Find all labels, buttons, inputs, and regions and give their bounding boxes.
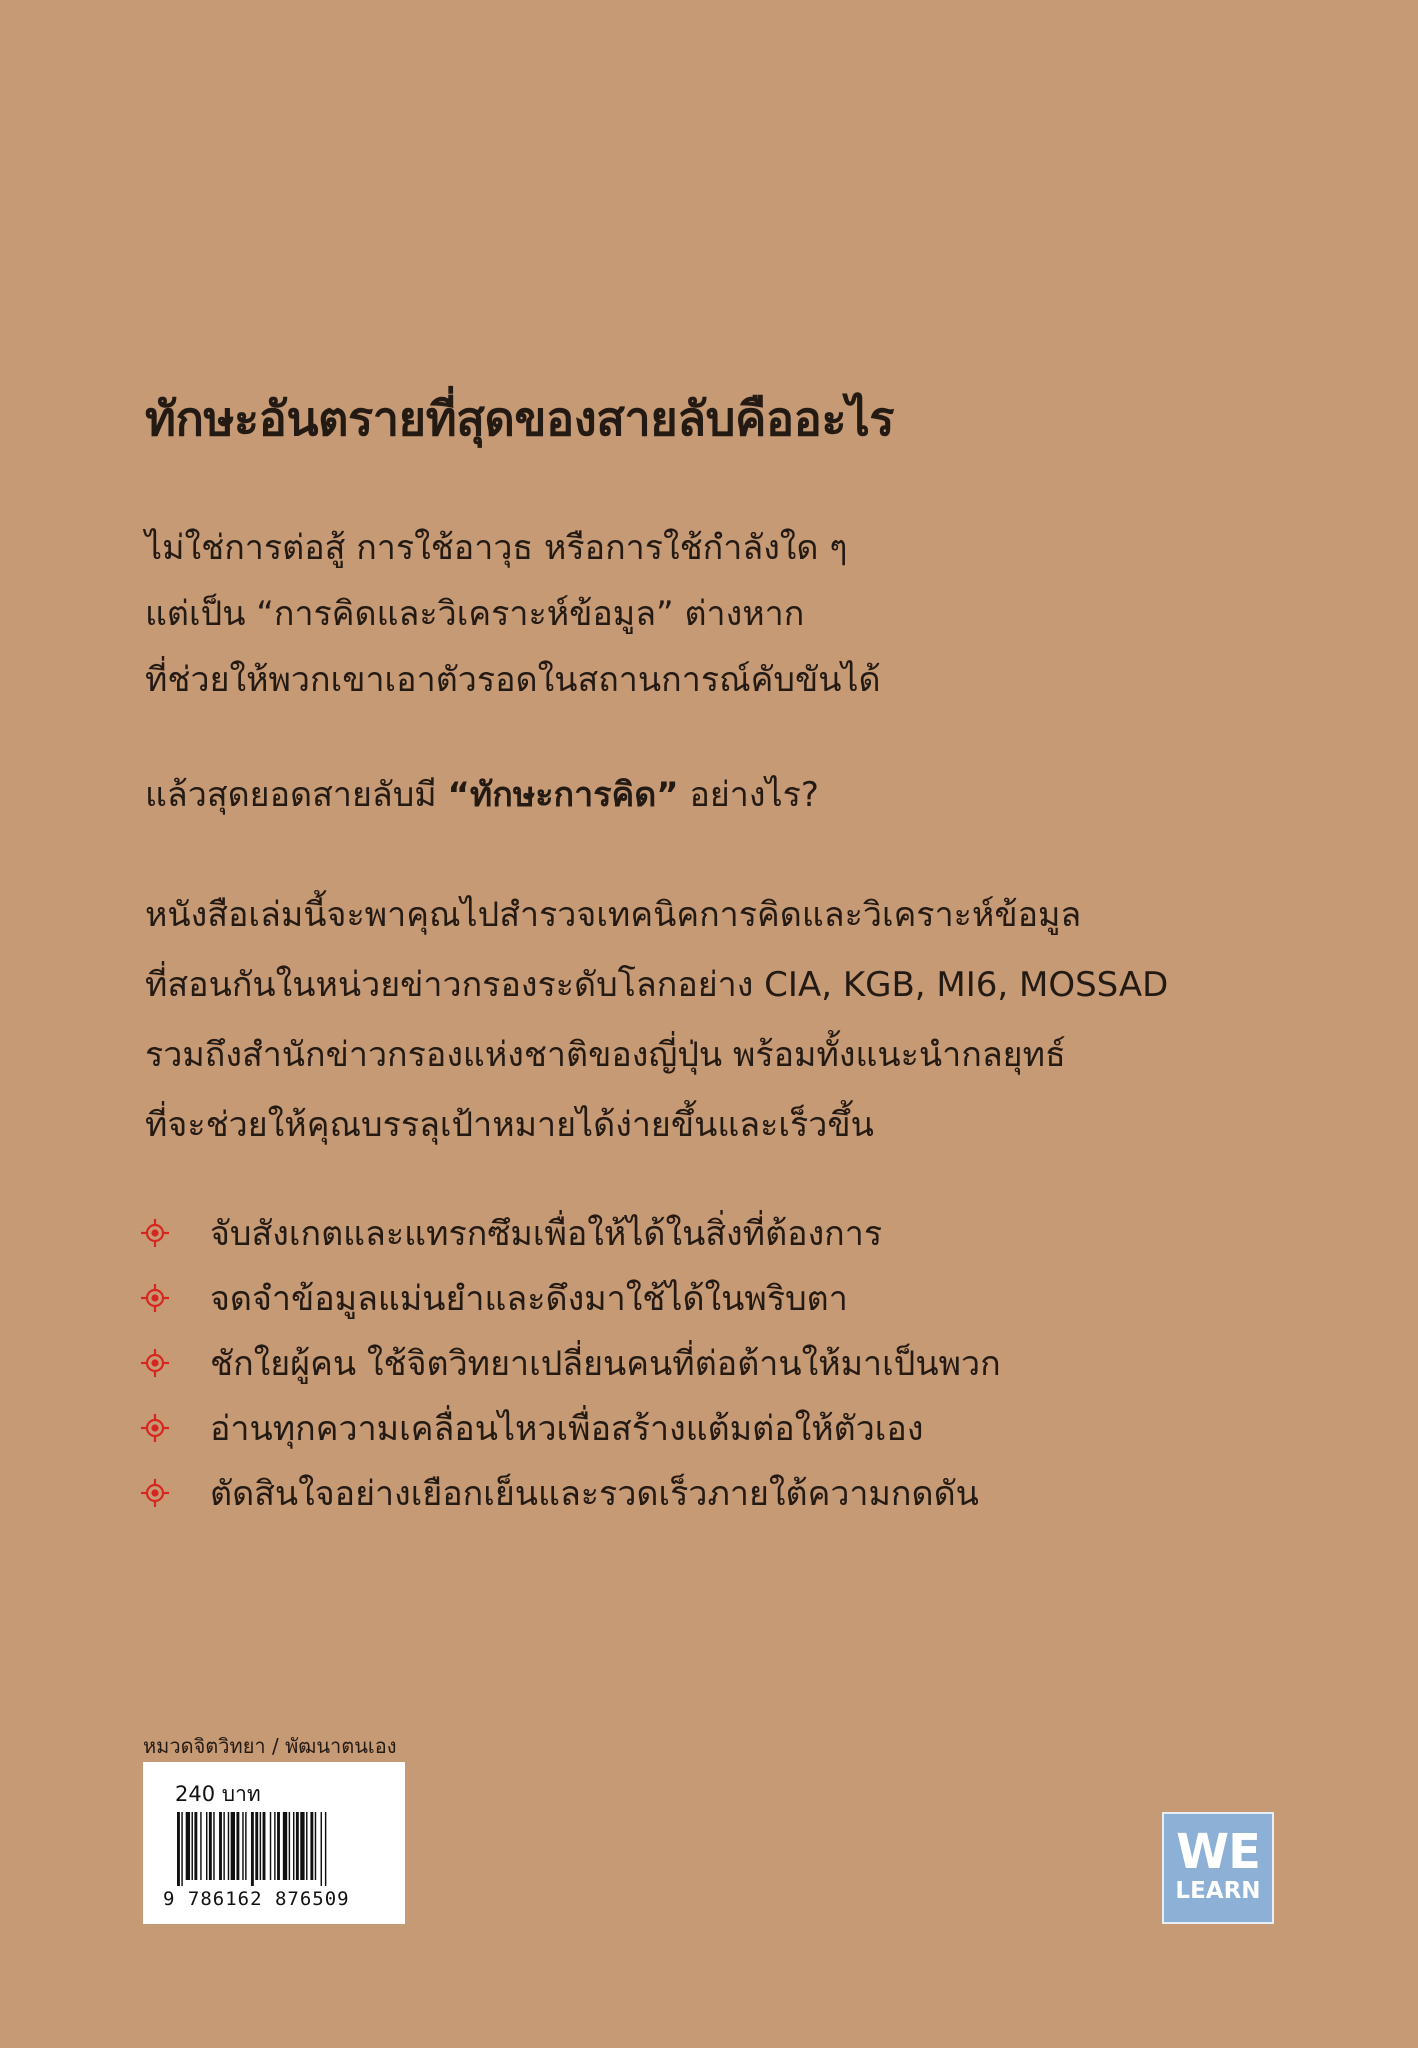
barcode-bar — [213, 1812, 214, 1880]
intro-line: แต่เป็น “การคิดและวิเคราะห์ข้อมูล” ต่างหาก — [145, 594, 805, 634]
barcode-bar — [277, 1812, 280, 1880]
description-paragraph — [145, 880, 1325, 1160]
barcode-bar — [206, 1812, 207, 1880]
price-tag: 240 บาท — [175, 1782, 261, 1806]
barcode-bar — [200, 1812, 201, 1880]
barcode-bar — [296, 1812, 299, 1880]
barcode-bar — [263, 1812, 266, 1880]
barcode-bar — [192, 1812, 193, 1880]
description-line: ที่จะช่วยให้คุณบรรลุเป้าหมายได้ง่ายขึ้นและเร็วขึ้น — [145, 1105, 874, 1145]
isbn-number: 9 786162 876509 — [163, 1888, 350, 1910]
barcode-bar — [228, 1812, 229, 1880]
logo-line-1: WE — [1176, 1824, 1260, 1880]
list-item — [140, 1200, 1290, 1265]
barcode-icon — [177, 1812, 377, 1886]
list-item-text: ชักใยผู้คน ใช้จิตวิทยาเปลี่ยนคนที่ต่อต้านให้มาเป็นพวก — [210, 1343, 1001, 1384]
barcode-bar — [181, 1812, 182, 1886]
crosshair-icon — [140, 1413, 170, 1443]
barcode-bar — [242, 1812, 243, 1880]
list-item — [140, 1460, 1290, 1525]
logo-line-2: LEARN — [1175, 1878, 1261, 1904]
list-item-text: อ่านทุกความเคลื่อนไหวเพื่อสร้างแต้มต่อให้ตัวเอง — [210, 1408, 924, 1449]
crosshair-icon — [140, 1478, 170, 1508]
intro-line: ที่ช่วยให้พวกเขาเอาตัวรอดในสถานการณ์คับขันได้ — [145, 660, 881, 700]
description-line: ที่สอนกันในหน่วยข่าวกรองระดับโลกอย่าง CIA, KGB, MI6, MOSSAD — [145, 965, 1169, 1005]
barcode-bar — [325, 1812, 326, 1886]
barcode-bar — [300, 1812, 304, 1880]
question-emphasis: “ทักษะการคิด” — [447, 775, 679, 815]
barcode-bar — [321, 1812, 322, 1886]
barcode-bar — [270, 1812, 271, 1880]
barcode-bar — [177, 1812, 180, 1886]
barcode-label — [143, 1762, 405, 1924]
feature-list — [140, 1200, 1290, 1525]
barcode-bar — [310, 1812, 313, 1880]
question-before: แล้วสุดยอดสายลับมี — [145, 775, 448, 815]
barcode-bar — [209, 1812, 212, 1880]
description-line: หนังสือเล่มนี้จะพาคุณไปสำรวจเทคนิคการคิดและวิเคราะห์ข้อมูล — [145, 895, 1082, 935]
list-item-text: ตัดสินใจอย่างเยือกเย็นและรวดเร็วภายใต้ความกดดัน — [210, 1473, 979, 1514]
barcode-bar — [306, 1812, 307, 1880]
description-line: รวมถึงสำนักข่าวกรองแห่งชาติของญี่ปุ่น พร้อมทั้งแนะนำกลยุทธ์ — [145, 1035, 1066, 1075]
list-item-text: จับสังเกตและแทรกซึมเพื่อให้ได้ในสิ่งที่ต้องการ — [210, 1213, 883, 1254]
barcode-bar — [236, 1812, 239, 1880]
crosshair-icon — [140, 1348, 170, 1378]
intro-line: ไม่ใช่การต่อสู้ การใช้อาวุธ หรือการใช้กำลังใด ๆ — [145, 528, 848, 568]
barcode-bar — [186, 1812, 190, 1880]
barcode-bar — [283, 1812, 287, 1880]
barcode-bar — [260, 1812, 261, 1880]
barcode-bar — [289, 1812, 290, 1880]
intro-paragraph — [145, 515, 1295, 713]
barcode-bar — [255, 1812, 258, 1880]
barcode-bar — [293, 1812, 294, 1880]
barcode-bar — [219, 1812, 222, 1880]
question-after: อย่างไร? — [678, 775, 819, 815]
list-item-text: จดจำข้อมูลแม่นยำและดึงมาใช้ได้ในพริบตา — [210, 1278, 848, 1319]
barcode-bar — [245, 1812, 246, 1880]
list-item — [140, 1330, 1290, 1395]
list-item — [140, 1265, 1290, 1330]
barcode-bar — [274, 1812, 275, 1880]
barcode-bar — [251, 1812, 254, 1886]
book-category: หมวดจิตวิทยา / พัฒนาตนเอง — [143, 1734, 397, 1758]
barcode-bar — [231, 1812, 235, 1880]
barcode-bar — [223, 1812, 224, 1880]
crosshair-icon — [140, 1283, 170, 1313]
headline: ทักษะอันตรายที่สุดของสายลับคืออะไร — [145, 392, 894, 447]
crosshair-icon — [140, 1218, 170, 1248]
question-line — [145, 762, 1295, 828]
publisher-logo — [1162, 1812, 1274, 1924]
list-item — [140, 1395, 1290, 1460]
barcode-bar — [194, 1812, 197, 1880]
barcode-bar — [315, 1812, 316, 1880]
